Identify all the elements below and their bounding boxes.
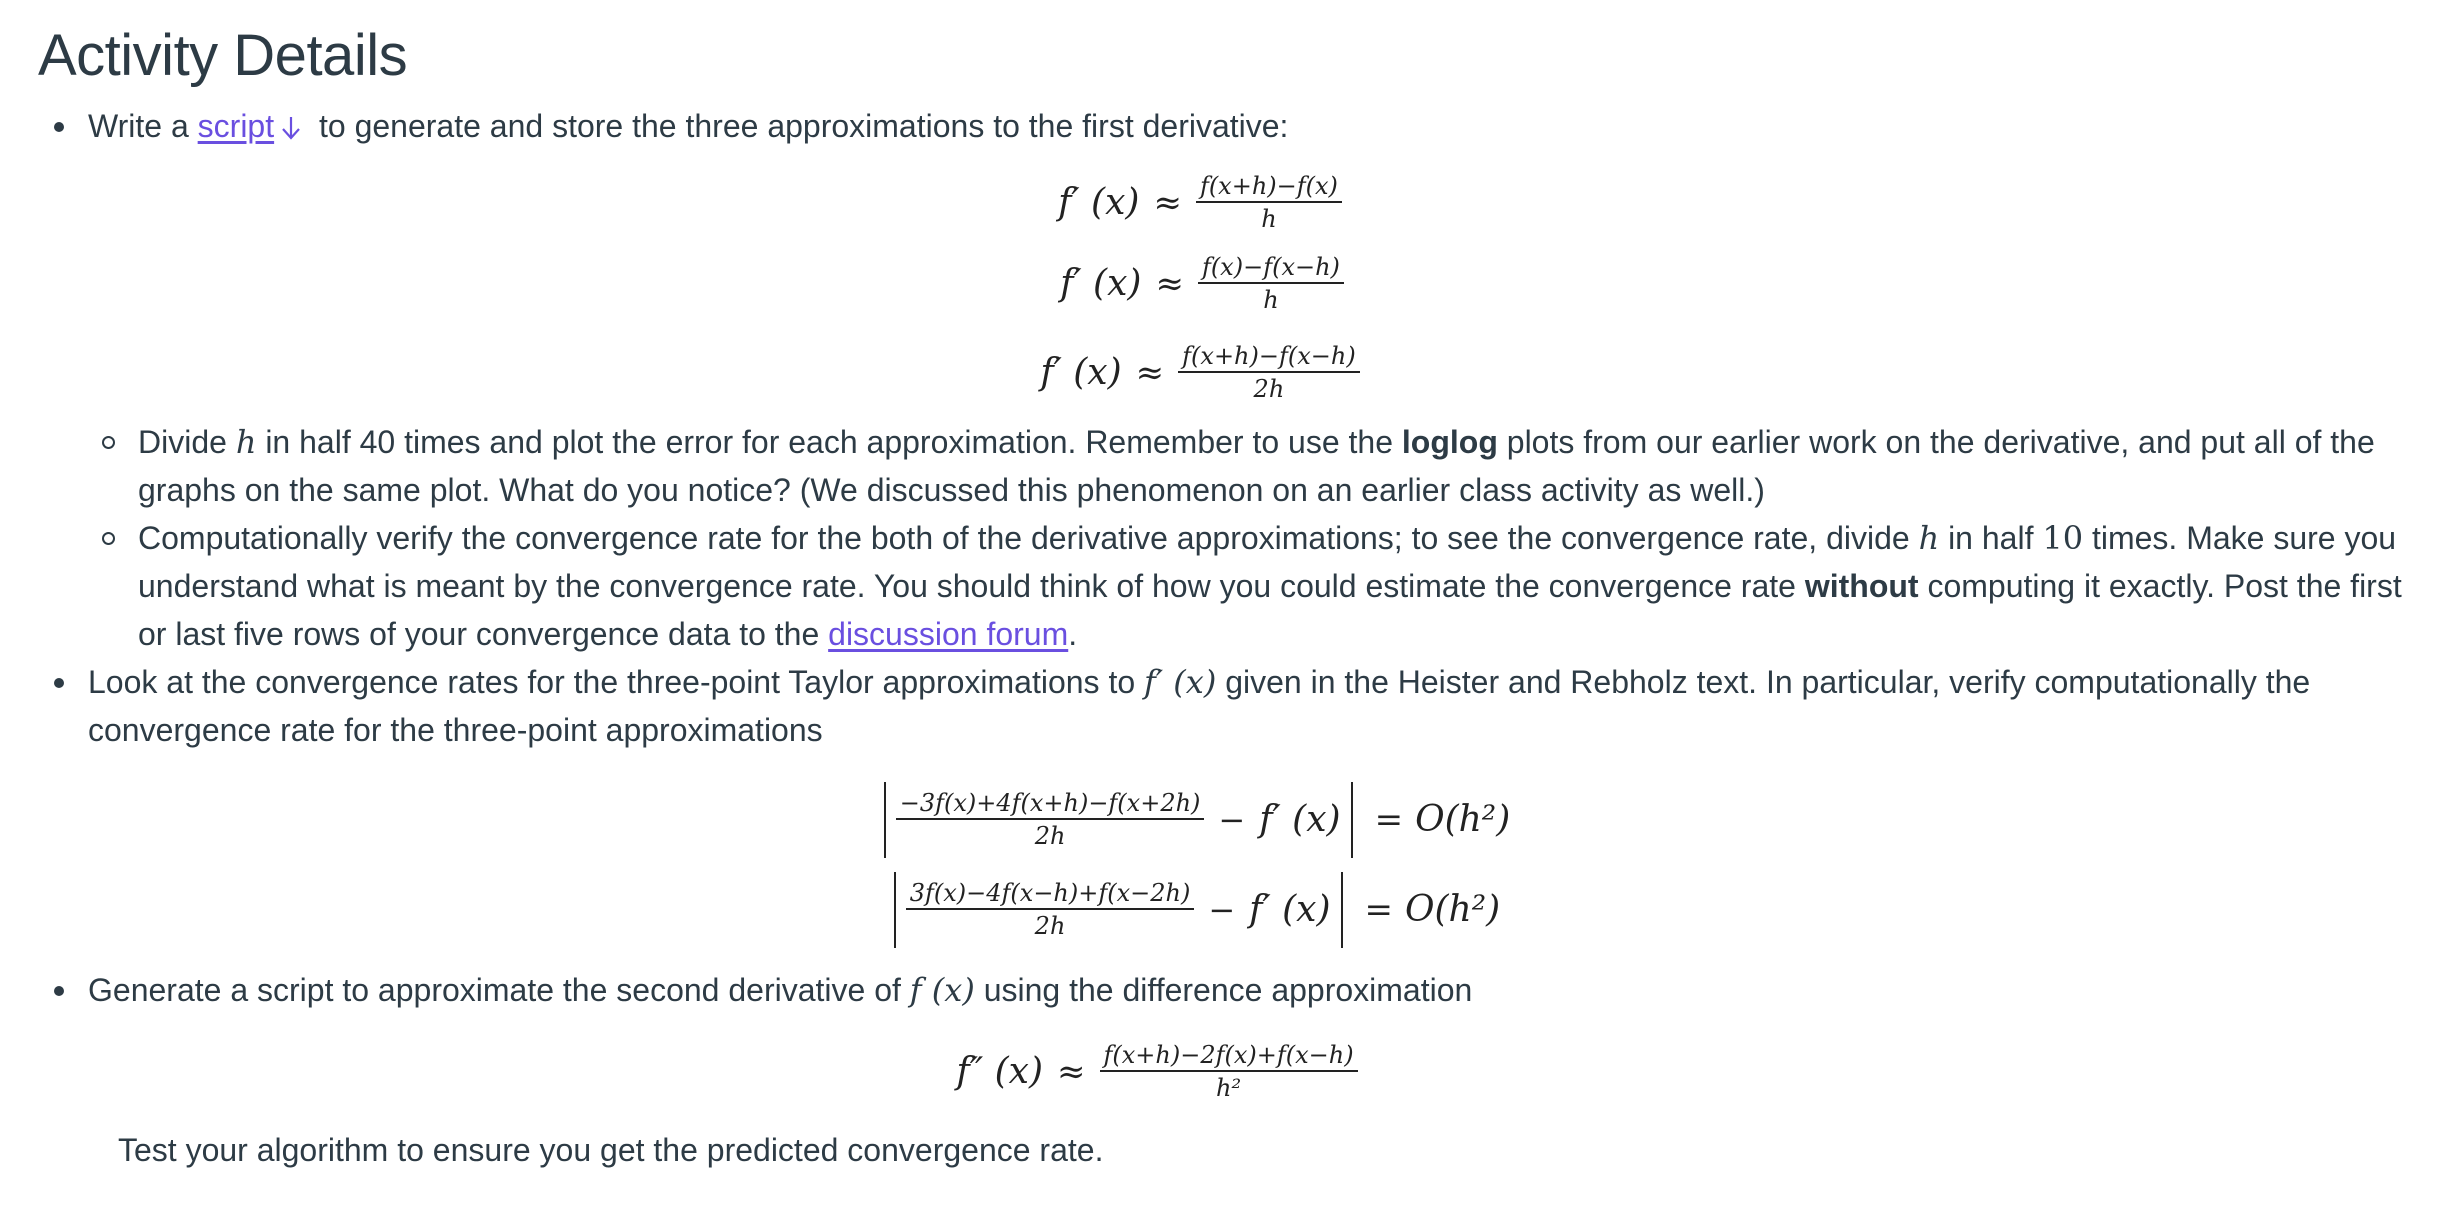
activity-page xyxy=(0,24,2444,1232)
central-difference-equation: f′ (x) ≈ $\frac{f(x+h)-f(x-h)}{2h}$ xyxy=(1040,328,1359,418)
backward-three-point-equation: $\frac{3f(x)-4f(x-h)+f(x-2h)}{2h}$ − f′ (x) = O(h²) xyxy=(884,872,1500,948)
bullet1-pre: Write a xyxy=(88,108,198,144)
first-derivative-equations xyxy=(88,166,2406,418)
sublist-item-convergence: Computationally verify the convergence rate for the both of the derivative approximations; to see the convergence rate, divide h in half 10 times. Make sure you understand what is meant by the convergence rate. You should think of how you could estimate the convergence rate without computing it exactly. Post the first or last five rows of your convergence data to the discussion forum. xyxy=(38,514,2406,658)
three-point-equations xyxy=(88,774,2406,954)
download-arrow-icon[interactable] xyxy=(278,113,304,143)
backward-difference-equation: f′ (x) ≈ $\frac{f(x)-f(x-h)}{h}$ xyxy=(1060,240,1344,328)
forward-difference-equation: f′ (x) ≈ $\frac{f(x+h)-f(x)}{h}$ xyxy=(1058,166,1342,240)
list-item-three-point: Look at the convergence rates for the three-point Taylor approximations to f′ (x) given in the Heister and Rebholz text. In particular, verify computationally the convergence rate for the three-point approximations $\frac{-3f(x)+4f(x+h)-f(x+2h)}{2h}$ − f′ (x) = O(h²) $\frac{3f(x)-4f(x-h)+f(x-2h)}{2h}$ − f′ (x) = O(h²) xyxy=(38,658,2406,954)
second-derivative-equation: f″ (x) ≈ $\frac{f(x+h)-2f(x)+f(x-h)}{\text{h²}}$ xyxy=(956,1040,1357,1104)
activity-list xyxy=(38,102,2406,1118)
test-algorithm-text: Test your algorithm to ensure you get the predicted convergence rate. xyxy=(118,1132,1104,1168)
list-item-script xyxy=(38,102,2406,658)
list-item-second-derivative: Generate a script to approximate the second derivative of f (x) using the difference approximation f″ (x) ≈ $\frac{f(x+h)-2f(x)+f(x-h)}{\text{h²}}$ xyxy=(38,966,2406,1118)
discussion-forum-link[interactable]: discussion forum xyxy=(828,616,1069,652)
sublist-item-divide: Divide h in half 40 times and plot the error for each approximation. Remember to use the loglog plots from our earlier work on the derivative, and put all of the graphs on the same plot. What do you notice? (We discussed this phenomenon on an earlier class activity as well.) xyxy=(38,418,2406,514)
page-title: Activity Details xyxy=(38,23,408,88)
bullet1-post: to generate and store the three approximations to the first derivative: xyxy=(310,108,1289,144)
script-link[interactable]: script xyxy=(197,108,275,144)
second-derivative-equation-block xyxy=(88,1026,2406,1118)
forward-three-point-equation: $\frac{-3f(x)+4f(x+h)-f(x+2h)}{2h}$ − f′ (x) = O(h²) xyxy=(874,782,1511,858)
bullet1-sublist xyxy=(38,418,2406,658)
